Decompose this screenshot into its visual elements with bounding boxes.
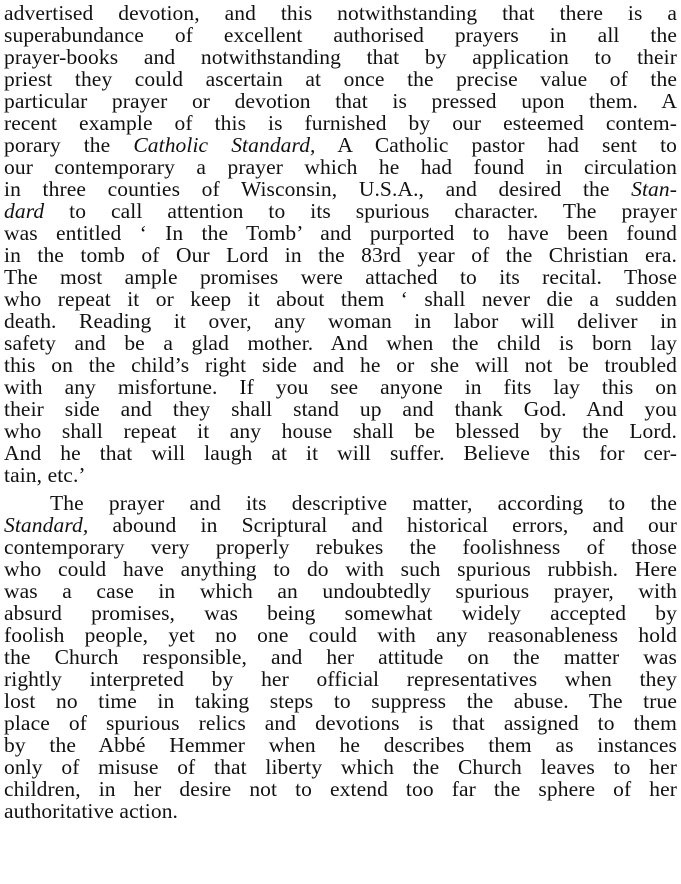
text-line xyxy=(4,134,677,156)
publication-title: Stan- xyxy=(631,177,677,201)
text-line: tain, etc.’ xyxy=(4,463,86,487)
text-line: contemporary very properly rebukes the foolishness of those xyxy=(4,535,677,559)
text-line: foolish people, yet no one could with any reasonableness hold xyxy=(4,623,677,647)
text-line: who shall repeat it any house shall be blessed by the Lord. xyxy=(4,419,677,443)
text-line: superabundance of excellent authorised prayers in all the xyxy=(4,23,677,47)
text-segment: A Catholic pastor had sent to xyxy=(315,133,677,157)
text-segment: to call attention to its spurious character. The prayer xyxy=(44,199,677,223)
text-line: lost no time in taking steps to suppress the abuse. The true xyxy=(4,689,677,713)
text-line: by the Abbé Hemmer when he describes them as instances xyxy=(4,733,677,757)
text-line: prayer-books and notwithstanding that by application to their xyxy=(4,45,677,69)
text-line: this on the child’s right side and he or she will not be troubled xyxy=(4,353,677,377)
text-line: who could have anything to do with such spurious rubbish. Here xyxy=(4,557,677,581)
text-segment: porary the xyxy=(4,133,134,157)
text-line: The most ample promises were attached to its recital. Those xyxy=(4,265,677,289)
text-line: children, in her desire not to extend too far the sphere of her xyxy=(4,777,677,801)
text-line: And he that will laugh at it will suffer. Believe this for cer- xyxy=(4,441,677,465)
text-line: death. Reading it over, any woman in labor will deliver in xyxy=(4,309,677,333)
publication-title: dard xyxy=(4,199,45,223)
text-line: our contemporary a prayer which he had found in circulation xyxy=(4,155,677,179)
publication-title: Standard, xyxy=(4,513,89,537)
publication-title: Catholic Standard, xyxy=(133,133,316,157)
text-line: only of misuse of that liberty which the Church leaves to her xyxy=(4,755,677,779)
text-line: particular prayer or devotion that is pressed upon them. A xyxy=(4,89,677,113)
text-line: The prayer and its descriptive matter, according to the xyxy=(50,491,677,515)
text-line: was a case in which an undoubtedly spurious prayer, with xyxy=(4,579,677,603)
text-line: the Church responsible, and her attitude on the matter was xyxy=(4,645,677,669)
text-line: in the tomb of Our Lord in the 83rd year of the Christian era. xyxy=(4,243,677,267)
text-line: authoritative action. xyxy=(4,799,179,823)
text-line: place of spurious relics and devotions is that assigned to them xyxy=(4,711,677,735)
text-segment: in three counties of Wisconsin, U.S.A., and desired the xyxy=(4,177,632,201)
text-line: recent example of this is furnished by our esteemed contem- xyxy=(4,111,677,135)
text-segment: abound in Scriptural and historical errors, and our xyxy=(88,513,677,537)
text-line: their side and they shall stand up and thank God. And you xyxy=(4,397,677,421)
text-line: who repeat it or keep it about them ‘ shall never die a sudden xyxy=(4,287,677,311)
text-line: with any misfortune. If you see anyone in fits lay this on xyxy=(4,375,677,399)
text-line xyxy=(4,178,677,200)
text-line: safety and be a glad mother. And when the child is born lay xyxy=(4,331,677,355)
text-line xyxy=(4,200,677,222)
text-line: advertised devotion, and this notwithstanding that there is a xyxy=(4,1,677,25)
text-line: absurd promises, was being somewhat widely accepted by xyxy=(4,601,677,625)
text-line xyxy=(4,514,677,536)
text-line: rightly interpreted by her official representatives when they xyxy=(4,667,677,691)
text-line: was entitled ‘ In the Tomb’ and purported to have been found xyxy=(4,221,677,245)
text-line: priest they could ascertain at once the precise value of the xyxy=(4,67,677,91)
